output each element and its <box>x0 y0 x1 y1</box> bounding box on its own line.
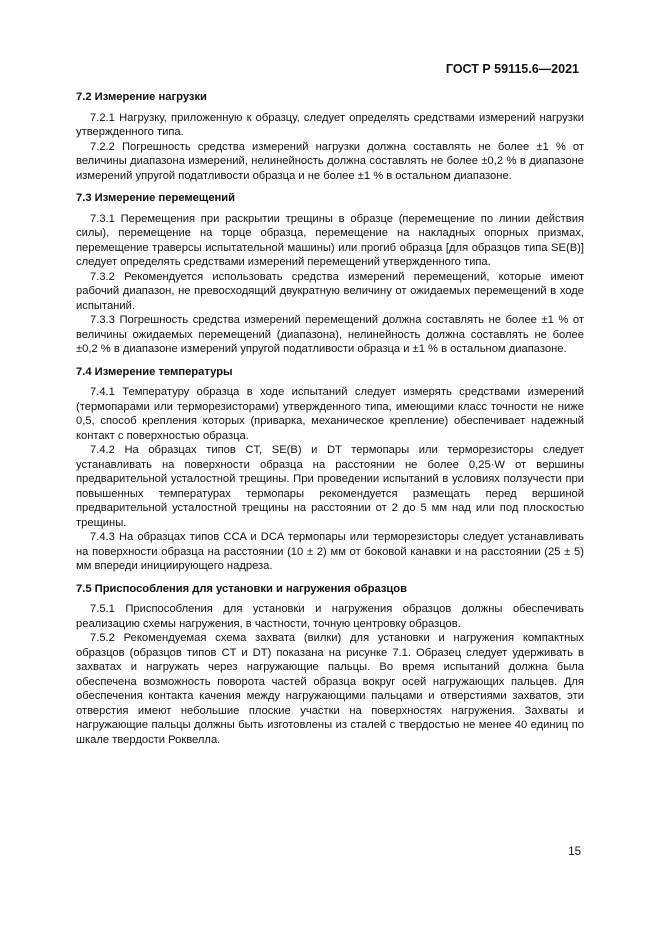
section-7-2 <box>76 90 584 183</box>
paragraph: 7.3.2 Рекомендуется использовать средства измерений перемещений, которые имеют рабочий диапазон, не превосходящий двукратную величину от ожидаемых перемещений в ходе испытаний. <box>76 270 584 312</box>
paragraph: 7.3.1 Перемещения при раскрытии трещины в образце (перемещение по линии действия силы), перемещение на торце образца, перемещение на накладных опорных призмах, перемещение траверсы испытательной машины) или прогиб образца [для образцов типа SE(B)] следует определять средствами измерений перемещений утвержденного типа. <box>76 212 584 268</box>
section-7-3 <box>76 191 584 357</box>
section-heading: 7.3 Измерение перемещений <box>76 192 236 204</box>
paragraph: 7.4.3 На образцах типов CCA и DCA термопары или терморезисторы следует устанавливать на поверхности образца на расстоянии (10 ± 2) мм от боковой канавки и на расстоянии (25 ± 5) мм впереди инициирующего надреза. <box>76 531 584 572</box>
paragraph: 7.2.2 Погрешность средства измерений нагрузки должна составлять не более ±1 % от величины диапазона измерений, нелинейность должна составлять не более ±0,2 % в диапазоне измерений упругой податливости образца и не более ±1 % в остальном диапазоне. <box>76 140 584 182</box>
section-heading: 7.5 Приспособления для установки и нагружения образцов <box>76 582 408 595</box>
paragraph: 7.2.1 Нагрузку, приложенную к образцу, следует определять средствами измерений нагрузки утвержденного типа. <box>76 111 584 138</box>
paragraph: 7.4.1 Температуру образца в ходе испытаний следует измерять средствами измерений (термопарами или терморезисторами) утвержденного типа, имеющими класс точности не ниже 0,5, способ крепления которых (приварка, механическое крепление) обеспечивает надежный контакт с поверхностью образца. <box>76 386 584 442</box>
paragraph: 7.5.2 Рекомендуемая схема захвата (вилки) для установки и нагружения компактных образцов (образцов типов CT и DT) показана на рисунке 7.1. Образец следует удерживать в захватах и нагружать через нагружающие пальцы. Во время испытаний должна была обеспечена возможность поворота частей образца вокруг осей нагружающих пальцев. Для обеспечения контакта качения между нагружающими пальцами и отверстиями захватов, эти отверстия имеют небольшие плоские участки на поверхностях нагружения. Захваты и нагружающие пальцы должны быть изготовлены из сталей с твердостью не менее 40 единиц по шкале твердости Роквелла. <box>76 632 584 746</box>
document-body <box>76 90 584 755</box>
page-number: 15 <box>568 846 581 858</box>
paragraph: 7.3.3 Погрешность средства измерений перемещений должна составлять не более ±1 % от величины ожидаемых перемещений (диапазона), нелинейность должна составлять не более ±0,2 % в диапазоне измерений упругой податливости образца и ±1 % в остальном диапазоне. <box>76 314 584 355</box>
section-7-5 <box>76 582 584 748</box>
paragraph: 7.5.1 Приспособления для установки и нагружения образцов должны обеспечивать реализацию схемы нагружения, в частности, точную центровку образцов. <box>76 603 584 630</box>
section-heading: 7.4 Измерение температуры <box>76 365 233 378</box>
document-header: ГОСТ Р 59115.6—2021 <box>445 62 579 76</box>
section-heading: 7.2 Измерение нагрузки <box>76 91 207 103</box>
section-7-4 <box>76 365 584 574</box>
paragraph: 7.4.2 На образцах типов CT, SE(B) и DT термопары или терморезисторы следует устанавливать на поверхности образца на расстоянии не более 0,25·W от вершины предварительной усталостной трещины. При проведении испытаний в условиях ползучести при повышенных температурах термопары рекомендуется размещать перед вершиной предварительной усталостной трещины на расстоянии от 2 до 5 мм над или под плоскостью трещины. <box>76 444 584 529</box>
